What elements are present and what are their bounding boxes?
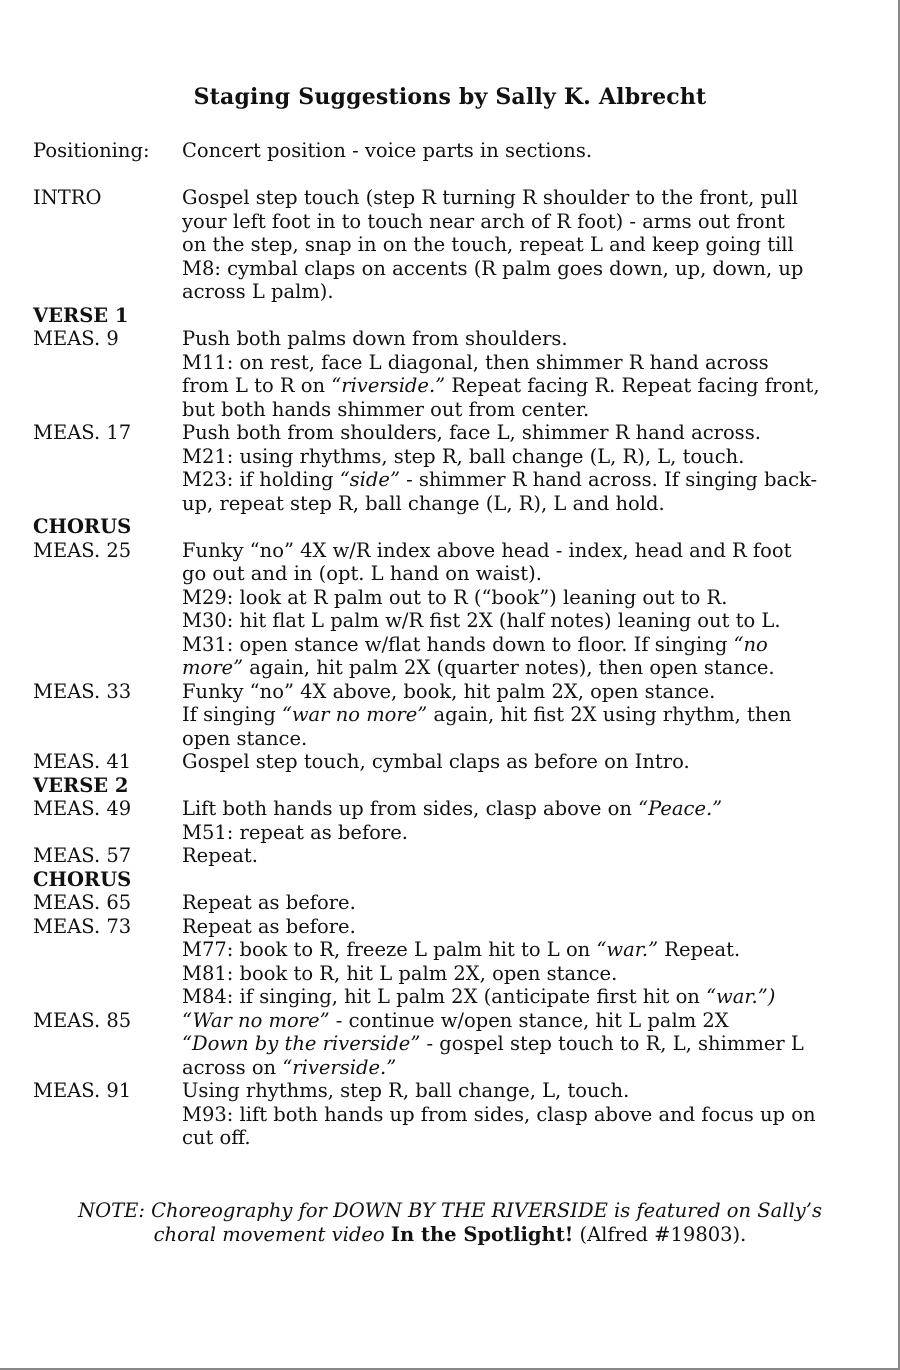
- row-text: open stance.: [182, 726, 308, 750]
- row-text: Push both from shoulders, face L, shimmer R hand across.: [182, 421, 761, 444]
- lyric: “Peace.”: [638, 797, 723, 820]
- row-text: on the step, snap in on the touch, repeat L and keep going till: [182, 233, 794, 256]
- section-heading-chorus: CHORUS: [33, 867, 132, 891]
- row-label: MEAS. 73: [33, 914, 132, 938]
- row-text: M8: cymbal claps on accents (R palm goes down, up, down, up: [182, 256, 804, 280]
- row-label: INTRO: [33, 186, 102, 209]
- spacer: [33, 163, 883, 187]
- row-text: across L palm).: [182, 280, 334, 303]
- lyric: “riverside.”: [331, 374, 446, 397]
- lyric: “side”: [339, 468, 400, 491]
- row-text: go out and in (opt. L hand on waist).: [182, 562, 542, 585]
- row-label: MEAS. 41: [33, 750, 132, 773]
- row-label: MEAS. 9: [33, 327, 119, 350]
- row-label: MEAS. 49: [33, 797, 132, 820]
- row-label: MEAS. 65: [33, 891, 132, 914]
- row-text: across on “riverside.”: [182, 1055, 397, 1079]
- row-text: M23: if holding “side” - shimmer R hand across. If singing back-: [182, 468, 818, 491]
- row-text: Push both palms down from shoulders.: [182, 327, 568, 350]
- row-text: but both hands shimmer out from center.: [182, 397, 590, 421]
- meas-73-row: [33, 915, 883, 1009]
- row-text: If singing “war no more” again, hit fist 2X using rhythm, then: [182, 703, 792, 726]
- meas-41-row: [33, 750, 883, 774]
- row-text: “Down by the riverside” - gospel step touch to R, L, shimmer L: [182, 1032, 804, 1055]
- lyric: “no: [733, 632, 768, 656]
- meas-85-row: [33, 1009, 883, 1080]
- row-text: your left foot in to touch near arch of R foot) - arms out front: [182, 209, 785, 233]
- page-title: Staging Suggestions by Sally K. Albrecht: [193, 84, 707, 110]
- row-label: MEAS. 91: [33, 1079, 132, 1102]
- intro-row: [33, 186, 883, 304]
- row-text: M51: repeat as before.: [182, 820, 408, 844]
- meas-17-row: [33, 421, 883, 515]
- row-text: M77: book to R, freeze L palm hit to L on “war.” Repeat.: [182, 938, 741, 961]
- row-text: M84: if singing, hit L palm 2X (anticipate first hit on “war.”): [182, 985, 776, 1008]
- meas-65-row: [33, 891, 883, 915]
- row-label: MEAS. 17: [33, 421, 132, 444]
- row-label: Positioning:: [33, 139, 150, 162]
- row-text: M29: look at R palm out to R (“book”) leaning out to R.: [182, 585, 728, 609]
- meas-9-row: [33, 327, 883, 421]
- row-text: Lift both hands up from sides, clasp above on “Peace.”: [182, 797, 723, 820]
- meas-91-row: [33, 1079, 883, 1150]
- row-text: more” again, hit palm 2X (quarter notes), then open stance.: [182, 656, 775, 679]
- section-heading-verse-2: VERSE 2: [33, 773, 129, 797]
- row-text: Repeat as before.: [182, 891, 356, 914]
- lyric: “war.”): [706, 985, 776, 1008]
- staging-list: [33, 139, 883, 1150]
- lyric: “Down by the riverside”: [182, 1032, 421, 1055]
- note-line: NOTE: Choreography for DOWN BY THE RIVERSIDE is featured on Sally’s: [78, 1199, 822, 1222]
- row-text: Gospel step touch (step R turning R shoulder to the front, pull: [182, 186, 798, 209]
- note-line: choral movement video In the Spotlight! (Alfred #19803).: [153, 1223, 747, 1246]
- row-text: from L to R on “riverside.” Repeat facing R. Repeat facing front,: [182, 374, 820, 397]
- row-text: M30: hit flat L palm w/R fist 2X (half notes) leaning out to L.: [182, 609, 781, 632]
- row-text: M11: on rest, face L diagonal, then shimmer R hand across: [182, 350, 769, 374]
- meas-57-row: [33, 844, 883, 868]
- row-label: MEAS. 85: [33, 1008, 132, 1032]
- row-text: Repeat as before.: [182, 914, 356, 938]
- lyric: “riverside.”: [282, 1055, 397, 1079]
- row-label: MEAS. 25: [33, 538, 132, 562]
- lyric: more”: [182, 656, 244, 679]
- lyric: “war no more”: [281, 703, 428, 726]
- lyric: “War no more”: [182, 1008, 330, 1032]
- row-text: Concert position - voice parts in sections.: [182, 139, 593, 162]
- positioning-row: [33, 139, 883, 163]
- row-text: M93: lift both hands up from sides, clasp above and focus up on: [182, 1102, 816, 1126]
- row-text: M81: book to R, hit L palm 2X, open stance.: [182, 961, 618, 985]
- row-label: MEAS. 57: [33, 844, 132, 867]
- footnote: [0, 1199, 900, 1247]
- row-text: M21: using rhythms, step R, ball change (L, R), L, touch.: [182, 444, 745, 468]
- row-text: Gospel step touch, cymbal claps as before on Intro.: [182, 750, 690, 773]
- meas-49-row: [33, 797, 883, 844]
- lyric: “war.”: [596, 938, 659, 961]
- row-label: MEAS. 33: [33, 679, 132, 703]
- row-text: Repeat.: [182, 844, 258, 867]
- row-text: “War no more” - continue w/open stance, hit L palm 2X: [182, 1008, 729, 1032]
- row-text: Using rhythms, step R, ball change, L, touch.: [182, 1079, 630, 1102]
- meas-33-row: [33, 680, 883, 751]
- section-heading-verse-1: VERSE 1: [33, 303, 129, 327]
- section-heading-chorus: CHORUS: [33, 515, 132, 538]
- row-text: up, repeat step R, ball change (L, R), L and hold.: [182, 491, 665, 515]
- video-title: In the Spotlight!: [390, 1223, 574, 1246]
- row-text: Funky “no” 4X above, book, hit palm 2X, open stance.: [182, 679, 716, 703]
- row-text: M31: open stance w/flat hands down to floor. If singing “no: [182, 632, 768, 656]
- row-text: cut off.: [182, 1126, 251, 1149]
- row-text: Funky “no” 4X w/R index above head - index, head and R foot: [182, 538, 792, 562]
- meas-25-row: [33, 539, 883, 680]
